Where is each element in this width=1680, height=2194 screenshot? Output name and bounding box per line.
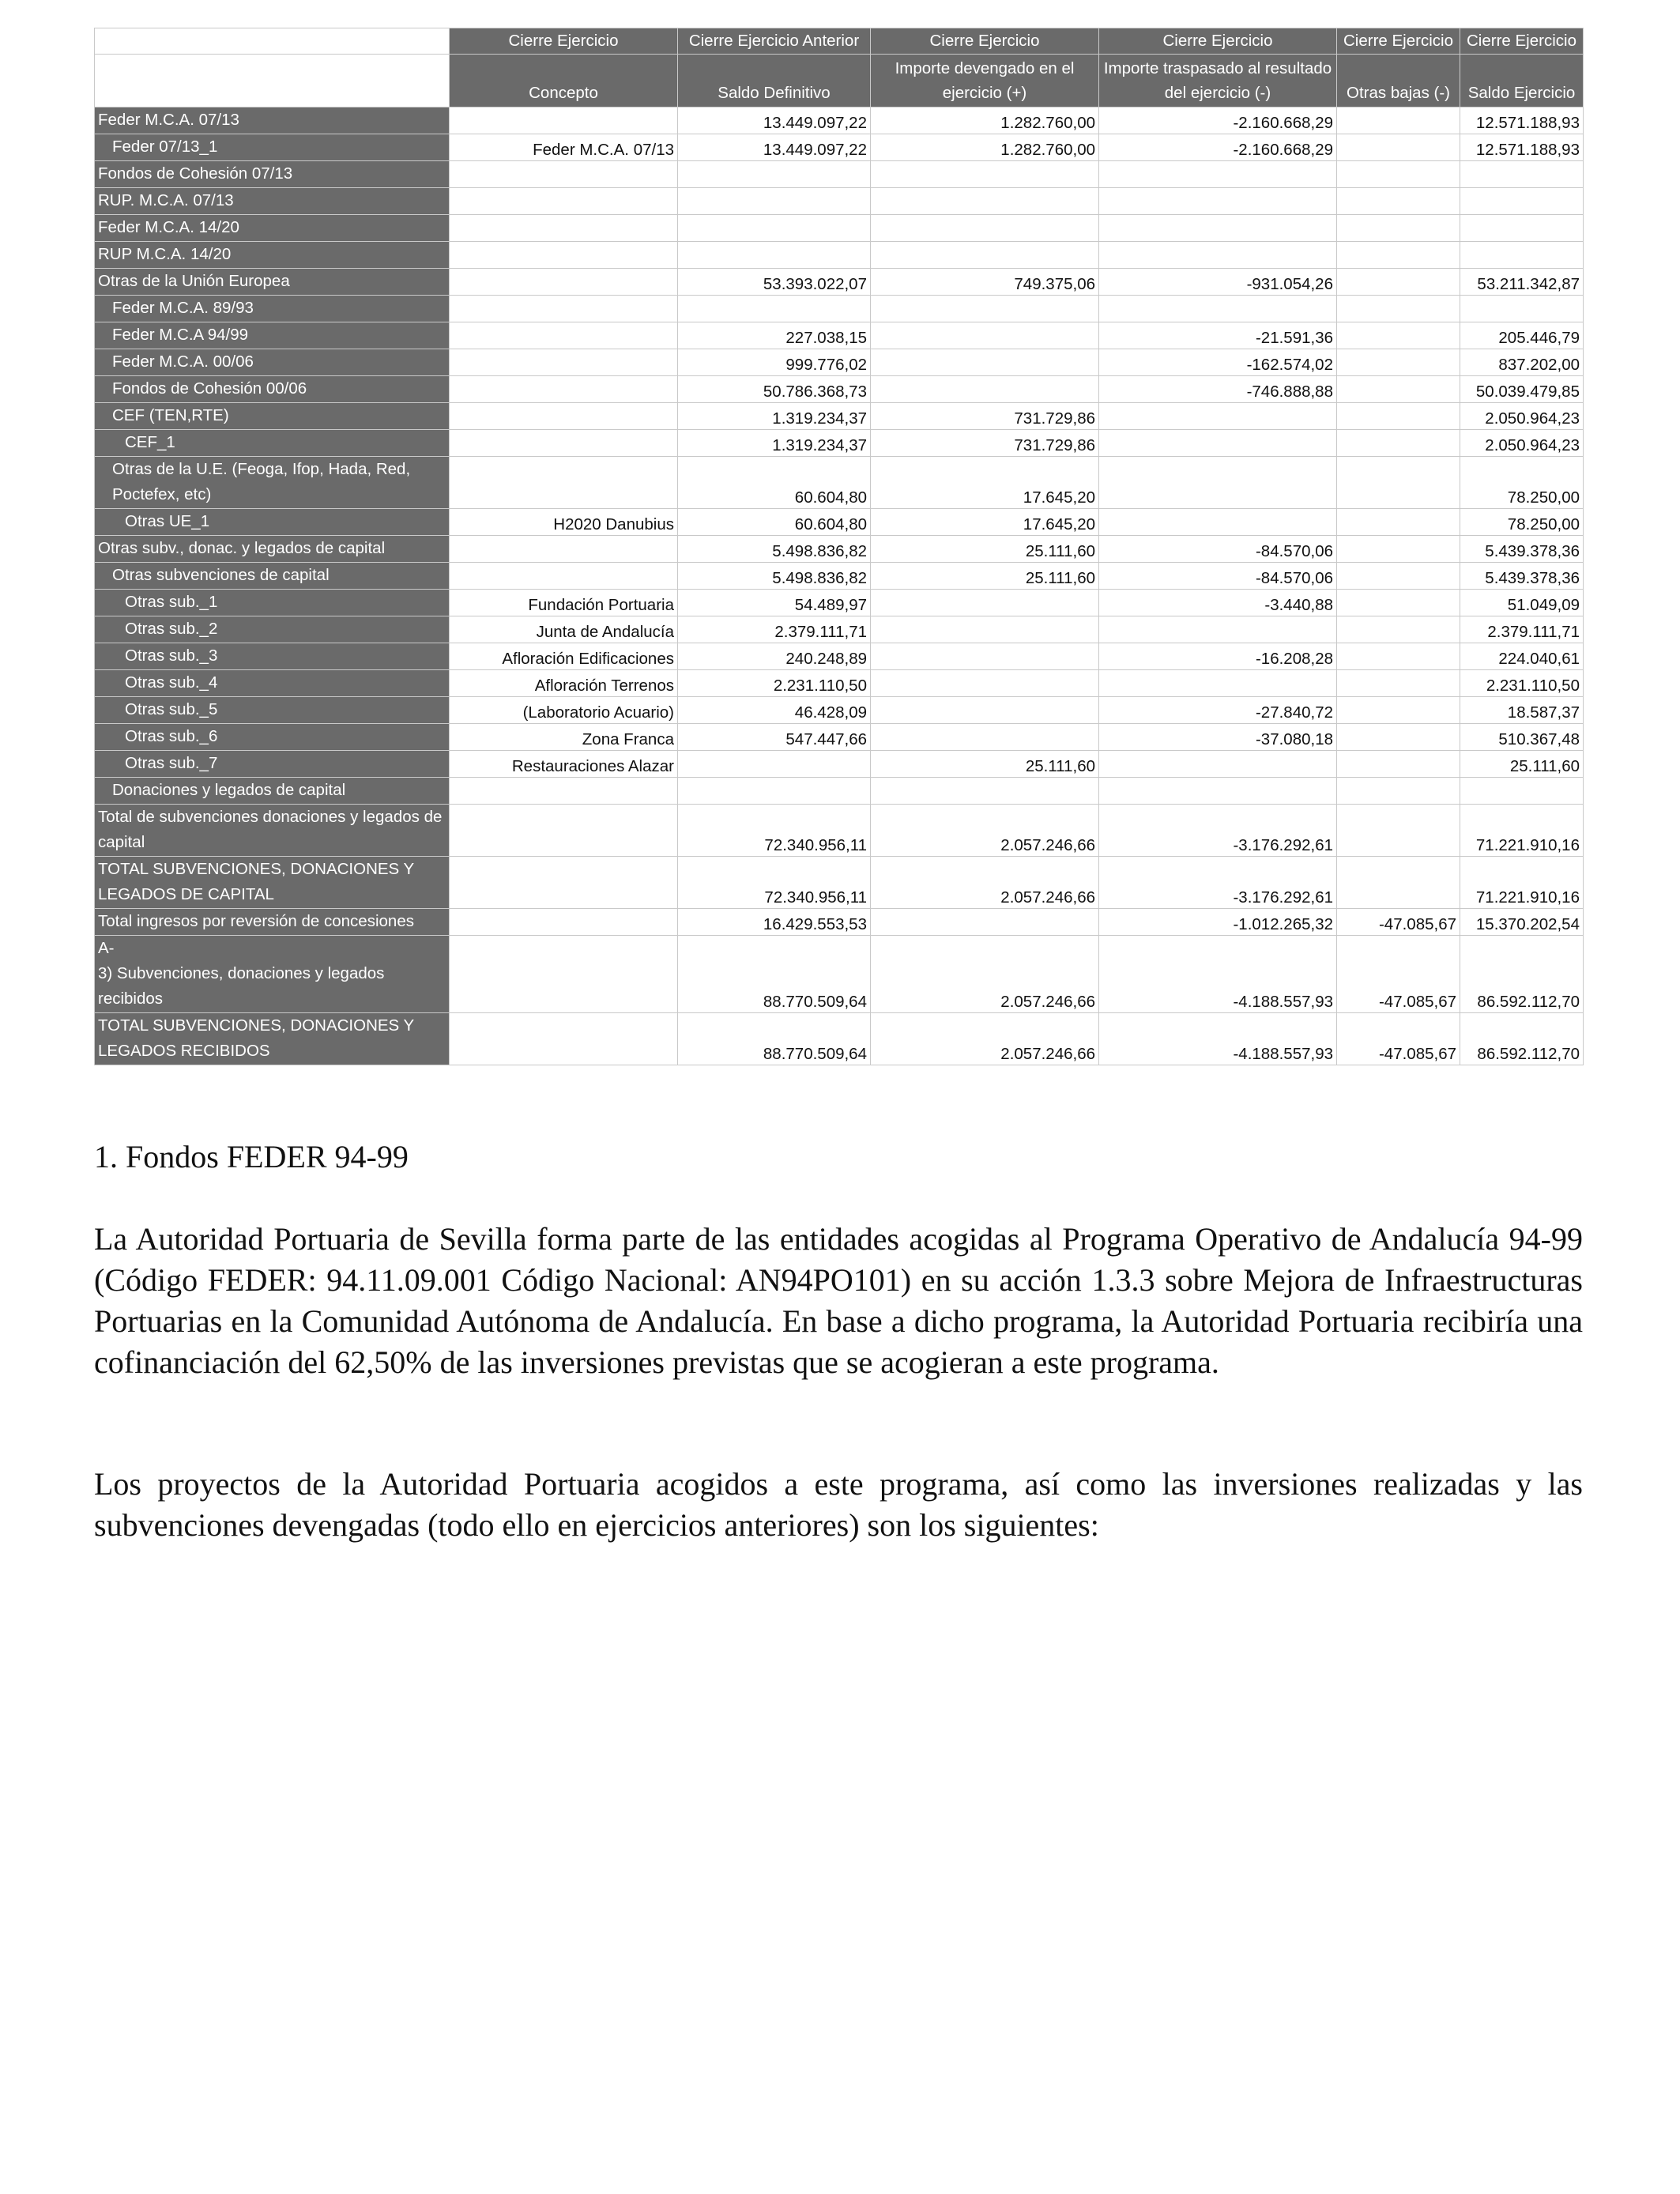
amount-cell — [871, 161, 1099, 188]
amount-cell: -162.574,02 — [1099, 349, 1337, 376]
amount-cell: 25.111,60 — [871, 751, 1099, 778]
amount-cell — [1337, 778, 1460, 805]
table-row — [95, 215, 1584, 242]
row-label: Otras sub._2 — [95, 616, 450, 643]
concepto-cell — [450, 563, 678, 590]
amount-cell: -84.570,06 — [1099, 536, 1337, 563]
row-label: Otras subv., donac. y legados de capital — [95, 536, 450, 563]
amount-cell: 25.111,60 — [871, 536, 1099, 563]
table-row — [95, 563, 1584, 590]
amount-cell — [678, 751, 871, 778]
table-row — [95, 751, 1584, 778]
amount-cell — [1337, 430, 1460, 457]
amount-cell — [1460, 296, 1584, 322]
amount-cell: 2.231.110,50 — [678, 670, 871, 697]
amount-cell — [1337, 643, 1460, 670]
amount-cell: -47.085,67 — [1337, 909, 1460, 936]
amount-cell — [871, 349, 1099, 376]
row-label: Feder M.C.A. 00/06 — [95, 349, 450, 376]
amount-cell — [871, 242, 1099, 269]
concepto-cell — [450, 376, 678, 403]
amount-cell: 5.439.378,36 — [1460, 563, 1584, 590]
table-row — [95, 403, 1584, 430]
amount-cell: 12.571.188,93 — [1460, 107, 1584, 134]
table-row — [95, 616, 1584, 643]
amount-cell: -746.888,88 — [1099, 376, 1337, 403]
amount-cell — [1337, 107, 1460, 134]
table-row — [95, 188, 1584, 215]
amount-cell — [1337, 376, 1460, 403]
column-subheader: Saldo Ejercicio — [1460, 55, 1584, 107]
amount-cell: 71.221.910,16 — [1460, 805, 1584, 857]
amount-cell: 86.592.112,70 — [1460, 1013, 1584, 1065]
amount-cell — [871, 616, 1099, 643]
amount-cell: 13.449.097,22 — [678, 107, 871, 134]
amount-cell: 1.319.234,37 — [678, 403, 871, 430]
amount-cell — [1337, 563, 1460, 590]
amount-cell: -931.054,26 — [1099, 269, 1337, 296]
amount-cell — [1337, 616, 1460, 643]
amount-cell: 2.057.246,66 — [871, 936, 1099, 1013]
concepto-cell — [450, 805, 678, 857]
amount-cell: 999.776,02 — [678, 349, 871, 376]
row-label: Feder 07/13_1 — [95, 134, 450, 161]
column-header: Cierre Ejercicio — [1099, 28, 1337, 55]
amount-cell: 731.729,86 — [871, 403, 1099, 430]
row-label: Otras de la Unión Europea — [95, 269, 450, 296]
amount-cell: -4.188.557,93 — [1099, 936, 1337, 1013]
amount-cell: -16.208,28 — [1099, 643, 1337, 670]
column-header: Cierre Ejercicio — [450, 28, 678, 55]
amount-cell: 1.282.760,00 — [871, 134, 1099, 161]
concepto-cell: Fundación Portuaria — [450, 590, 678, 616]
concepto-cell: (Laboratorio Acuario) — [450, 697, 678, 724]
table-row — [95, 376, 1584, 403]
amount-cell — [678, 778, 871, 805]
concepto-cell — [450, 1013, 678, 1065]
amount-cell — [1337, 724, 1460, 751]
amount-cell — [1460, 161, 1584, 188]
amount-cell — [871, 697, 1099, 724]
amount-cell — [1337, 509, 1460, 536]
row-label: Total ingresos por reversión de concesiones — [95, 909, 450, 936]
amount-cell: -27.840,72 — [1099, 697, 1337, 724]
amount-cell: 1.282.760,00 — [871, 107, 1099, 134]
row-label: Otras sub._7 — [95, 751, 450, 778]
row-label: Total de subvenciones donaciones y legados de capital — [95, 805, 450, 857]
row-label: Otras sub._6 — [95, 724, 450, 751]
amount-cell: 78.250,00 — [1460, 509, 1584, 536]
amount-cell: 837.202,00 — [1460, 349, 1584, 376]
table-row — [95, 107, 1584, 134]
amount-cell: 205.446,79 — [1460, 322, 1584, 349]
table-row — [95, 590, 1584, 616]
amount-cell — [871, 778, 1099, 805]
column-subheader: Saldo Definitivo — [678, 55, 871, 107]
concepto-cell: Zona Franca — [450, 724, 678, 751]
amount-cell: 50.786.368,73 — [678, 376, 871, 403]
amount-cell — [871, 670, 1099, 697]
concepto-cell — [450, 242, 678, 269]
amount-cell — [1099, 616, 1337, 643]
table-row — [95, 805, 1584, 857]
amount-cell — [1337, 215, 1460, 242]
amount-cell: 25.111,60 — [1460, 751, 1584, 778]
amount-cell — [1099, 403, 1337, 430]
table-row — [95, 296, 1584, 322]
concepto-cell — [450, 936, 678, 1013]
concepto-cell: Junta de Andalucía — [450, 616, 678, 643]
amount-cell: 53.211.342,87 — [1460, 269, 1584, 296]
concepto-cell — [450, 296, 678, 322]
amount-cell: 2.057.246,66 — [871, 857, 1099, 909]
amount-cell: 78.250,00 — [1460, 457, 1584, 509]
concepto-cell: Afloración Terrenos — [450, 670, 678, 697]
row-label: CEF (TEN,RTE) — [95, 403, 450, 430]
concepto-cell — [450, 857, 678, 909]
amount-cell — [678, 188, 871, 215]
amount-cell — [1337, 134, 1460, 161]
amount-cell: -4.188.557,93 — [1099, 1013, 1337, 1065]
amount-cell: 12.571.188,93 — [1460, 134, 1584, 161]
header-row-top — [95, 28, 1584, 55]
row-label: Otras sub._3 — [95, 643, 450, 670]
concepto-cell — [450, 322, 678, 349]
table-row — [95, 161, 1584, 188]
column-subheader: Concepto — [450, 55, 678, 107]
section-heading: 1. Fondos FEDER 94-99 — [94, 1139, 409, 1174]
amount-cell: 46.428,09 — [678, 697, 871, 724]
amount-cell — [1460, 778, 1584, 805]
table-row — [95, 242, 1584, 269]
amount-cell: 86.592.112,70 — [1460, 936, 1584, 1013]
amount-cell: 16.429.553,53 — [678, 909, 871, 936]
amount-cell: -3.440,88 — [1099, 590, 1337, 616]
table-row — [95, 643, 1584, 670]
concepto-cell — [450, 430, 678, 457]
header-corner-cell — [95, 28, 450, 55]
amount-cell: 15.370.202,54 — [1460, 909, 1584, 936]
row-label: CEF_1 — [95, 430, 450, 457]
table-row — [95, 857, 1584, 909]
concepto-cell — [450, 403, 678, 430]
amount-cell: -2.160.668,29 — [1099, 134, 1337, 161]
row-label: RUP M.C.A. 14/20 — [95, 242, 450, 269]
concepto-cell — [450, 161, 678, 188]
amount-cell — [678, 242, 871, 269]
amount-cell: 510.367,48 — [1460, 724, 1584, 751]
amount-cell — [871, 909, 1099, 936]
amount-cell — [678, 296, 871, 322]
column-header: Cierre Ejercicio — [871, 28, 1099, 55]
concepto-cell — [450, 215, 678, 242]
amount-cell — [871, 643, 1099, 670]
concepto-cell — [450, 349, 678, 376]
column-subheader: Importe traspasado al resultado del ejercicio (-) — [1099, 55, 1337, 107]
amount-cell: 13.449.097,22 — [678, 134, 871, 161]
subsidies-table — [94, 28, 1584, 1065]
amount-cell: -47.085,67 — [1337, 1013, 1460, 1065]
body-paragraph: La Autoridad Portuaria de Sevilla forma parte de las entidades acogidas al Programa Operativo de Andalucía 94-99 (Código FEDER: 94.11.09.001 Código Nacional: AN94PO101) en su acción 1.3.3 sobre Mejora de Infraestructuras Portuarias en la Comunidad Autónoma de Andalucía. En base a dicho programa, la Autoridad Portuaria recibiría una cofinanciación del 62,50% de las inversiones previstas que se acogieran a este programa. — [94, 1221, 1583, 1380]
amount-cell: -2.160.668,29 — [1099, 107, 1337, 134]
amount-cell: 18.587,37 — [1460, 697, 1584, 724]
amount-cell: 224.040,61 — [1460, 643, 1584, 670]
amount-cell: -37.080,18 — [1099, 724, 1337, 751]
amount-cell: 749.375,06 — [871, 269, 1099, 296]
amount-cell: -3.176.292,61 — [1099, 805, 1337, 857]
concepto-cell — [450, 107, 678, 134]
column-subheader: Otras bajas (-) — [1337, 55, 1460, 107]
body-paragraph: Los proyectos de la Autoridad Portuaria acogidos a este programa, así como las inversiones realizadas y las subvenciones devengadas (todo ello en ejercicios anteriores) son los siguientes: — [94, 1466, 1583, 1543]
row-label: A- 3) Subvenciones, donaciones y legados recibidos — [95, 936, 450, 1013]
amount-cell: -84.570,06 — [1099, 563, 1337, 590]
amount-cell: 2.057.246,66 — [871, 1013, 1099, 1065]
amount-cell: 1.319.234,37 — [678, 430, 871, 457]
amount-cell: 51.049,09 — [1460, 590, 1584, 616]
amount-cell — [1337, 857, 1460, 909]
amount-cell — [1099, 457, 1337, 509]
amount-cell: 5.498.836,82 — [678, 563, 871, 590]
amount-cell — [1099, 215, 1337, 242]
amount-cell: 240.248,89 — [678, 643, 871, 670]
amount-cell — [871, 188, 1099, 215]
amount-cell: 54.489,97 — [678, 590, 871, 616]
row-label: TOTAL SUBVENCIONES, DONACIONES Y LEGADOS RECIBIDOS — [95, 1013, 450, 1065]
column-header: Cierre Ejercicio — [1460, 28, 1584, 55]
amount-cell: 2.050.964,23 — [1460, 403, 1584, 430]
amount-cell — [1337, 296, 1460, 322]
row-label: Donaciones y legados de capital — [95, 778, 450, 805]
amount-cell: 72.340.956,11 — [678, 857, 871, 909]
table-row — [95, 670, 1584, 697]
amount-cell — [1337, 670, 1460, 697]
amount-cell: 60.604,80 — [678, 457, 871, 509]
amount-cell — [1460, 242, 1584, 269]
amount-cell: -47.085,67 — [1337, 936, 1460, 1013]
row-label: Otras UE_1 — [95, 509, 450, 536]
column-header: Cierre Ejercicio Anterior — [678, 28, 871, 55]
column-header: Cierre Ejercicio — [1337, 28, 1460, 55]
concepto-cell: Afloración Edificaciones — [450, 643, 678, 670]
concepto-cell — [450, 909, 678, 936]
amount-cell: 547.447,66 — [678, 724, 871, 751]
amount-cell — [871, 724, 1099, 751]
amount-cell — [678, 161, 871, 188]
table-row — [95, 724, 1584, 751]
column-subheader: Importe devengado en el ejercicio (+) — [871, 55, 1099, 107]
table-row — [95, 1013, 1584, 1065]
row-label: Otras subvenciones de capital — [95, 563, 450, 590]
table-row — [95, 457, 1584, 509]
row-label: Feder M.C.A 94/99 — [95, 322, 450, 349]
amount-cell — [1337, 697, 1460, 724]
amount-cell: 2.379.111,71 — [1460, 616, 1584, 643]
amount-cell — [1099, 509, 1337, 536]
concepto-cell: H2020 Danubius — [450, 509, 678, 536]
amount-cell — [871, 215, 1099, 242]
amount-cell — [1337, 590, 1460, 616]
amount-cell — [1337, 322, 1460, 349]
header-corner-cell — [95, 55, 450, 107]
table-row — [95, 269, 1584, 296]
concepto-cell — [450, 188, 678, 215]
amount-cell: -3.176.292,61 — [1099, 857, 1337, 909]
amount-cell — [1337, 188, 1460, 215]
amount-cell — [871, 296, 1099, 322]
amount-cell: 50.039.479,85 — [1460, 376, 1584, 403]
amount-cell — [1337, 161, 1460, 188]
amount-cell: 2.379.111,71 — [678, 616, 871, 643]
amount-cell — [1337, 805, 1460, 857]
amount-cell: -21.591,36 — [1099, 322, 1337, 349]
row-label: Otras sub._4 — [95, 670, 450, 697]
amount-cell: 731.729,86 — [871, 430, 1099, 457]
amount-cell: 53.393.022,07 — [678, 269, 871, 296]
amount-cell: 227.038,15 — [678, 322, 871, 349]
table-row — [95, 536, 1584, 563]
row-label: Feder M.C.A. 14/20 — [95, 215, 450, 242]
amount-cell — [1337, 349, 1460, 376]
amount-cell: 25.111,60 — [871, 563, 1099, 590]
amount-cell — [1460, 188, 1584, 215]
row-label: TOTAL SUBVENCIONES, DONACIONES Y LEGADOS DE CAPITAL — [95, 857, 450, 909]
row-label: Feder M.C.A. 89/93 — [95, 296, 450, 322]
concepto-cell: Feder M.C.A. 07/13 — [450, 134, 678, 161]
amount-cell — [1099, 751, 1337, 778]
amount-cell — [1099, 430, 1337, 457]
concepto-cell — [450, 457, 678, 509]
table-row — [95, 778, 1584, 805]
amount-cell: 5.498.836,82 — [678, 536, 871, 563]
amount-cell: 72.340.956,11 — [678, 805, 871, 857]
amount-cell: 17.645,20 — [871, 509, 1099, 536]
amount-cell: 17.645,20 — [871, 457, 1099, 509]
amount-cell — [1337, 269, 1460, 296]
amount-cell — [1099, 161, 1337, 188]
table-row — [95, 322, 1584, 349]
amount-cell — [871, 376, 1099, 403]
amount-cell — [1099, 778, 1337, 805]
concepto-cell — [450, 269, 678, 296]
amount-cell — [1337, 457, 1460, 509]
row-label: Fondos de Cohesión 07/13 — [95, 161, 450, 188]
row-label: Otras de la U.E. (Feoga, Ifop, Hada, Red, Poctefex, etc) — [95, 457, 450, 509]
amount-cell — [678, 215, 871, 242]
amount-cell — [1099, 296, 1337, 322]
table-row — [95, 430, 1584, 457]
table-row — [95, 697, 1584, 724]
row-label: Feder M.C.A. 07/13 — [95, 107, 450, 134]
amount-cell: 5.439.378,36 — [1460, 536, 1584, 563]
amount-cell: 2.231.110,50 — [1460, 670, 1584, 697]
amount-cell: 2.050.964,23 — [1460, 430, 1584, 457]
amount-cell — [1460, 215, 1584, 242]
row-label: RUP. M.C.A. 07/13 — [95, 188, 450, 215]
amount-cell: 71.221.910,16 — [1460, 857, 1584, 909]
table-row — [95, 509, 1584, 536]
amount-cell — [1099, 242, 1337, 269]
concepto-cell — [450, 778, 678, 805]
amount-cell: -1.012.265,32 — [1099, 909, 1337, 936]
row-label: Otras sub._5 — [95, 697, 450, 724]
table-row — [95, 909, 1584, 936]
amount-cell — [1099, 188, 1337, 215]
amount-cell — [1337, 751, 1460, 778]
amount-cell: 88.770.509,64 — [678, 936, 871, 1013]
table-row — [95, 134, 1584, 161]
header-row-bottom — [95, 55, 1584, 107]
amount-cell — [871, 322, 1099, 349]
concepto-cell — [450, 536, 678, 563]
amount-cell — [871, 590, 1099, 616]
amount-cell — [1337, 242, 1460, 269]
amount-cell: 60.604,80 — [678, 509, 871, 536]
row-label: Fondos de Cohesión 00/06 — [95, 376, 450, 403]
amount-cell — [1337, 536, 1460, 563]
table-row — [95, 349, 1584, 376]
amount-cell: 88.770.509,64 — [678, 1013, 871, 1065]
concepto-cell: Restauraciones Alazar — [450, 751, 678, 778]
amount-cell — [1099, 670, 1337, 697]
amount-cell: 2.057.246,66 — [871, 805, 1099, 857]
amount-cell — [1337, 403, 1460, 430]
row-label: Otras sub._1 — [95, 590, 450, 616]
table-row — [95, 936, 1584, 1013]
